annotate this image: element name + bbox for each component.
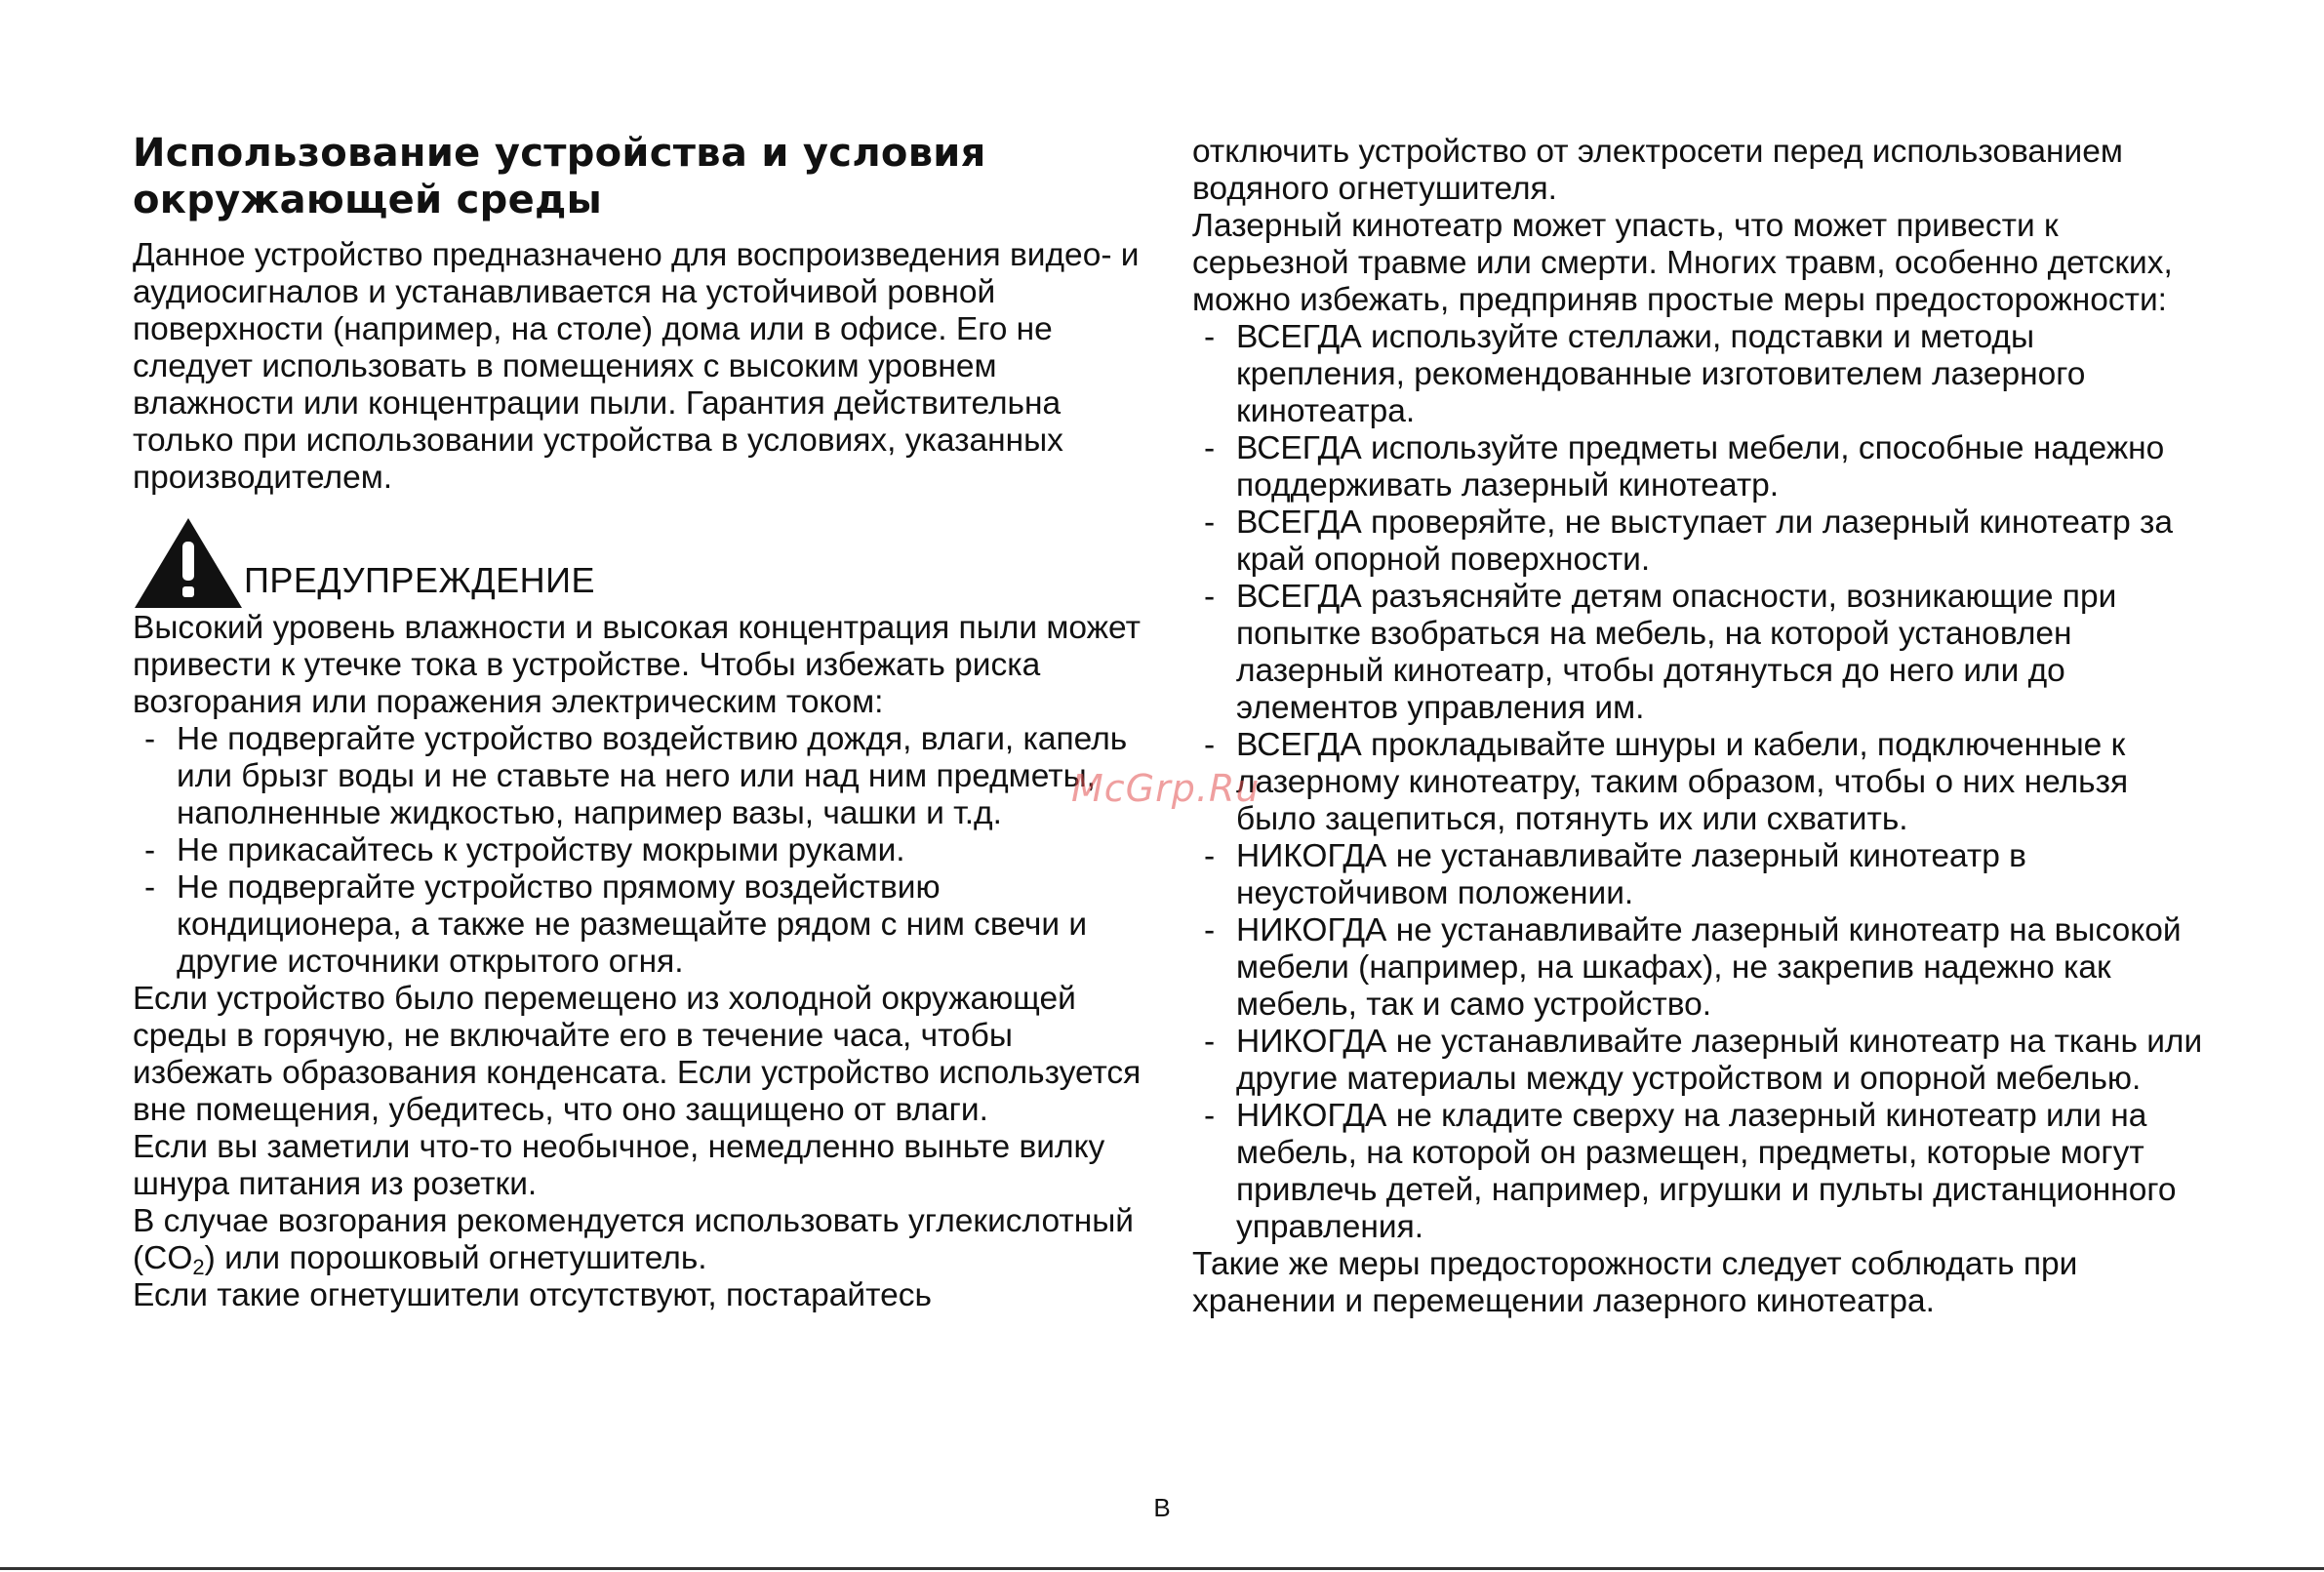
- page-number: В: [1153, 1493, 1171, 1522]
- fire-text-start: В случае возгорания рекомендуется использовать углекислотный (CO: [133, 1203, 1135, 1276]
- list-item: - ВСЕГДА используйте стеллажи, подставки и методы крепления, рекомендованные изготовителем лазерного кинотеатра.: [1192, 319, 2207, 430]
- list-item: - ВСЕГДА разъясняйте детям опасности, возникающие при попытке взобраться на мебель, на которой установлен лазерный кинотеатр, чтобы дотянуться до него или до элементов управления им.: [1192, 579, 2207, 727]
- warning-triangle-icon: [133, 516, 244, 610]
- list-item: - ВСЕГДА используйте предметы мебели, способные надежно поддерживать лазерный кинотеатр.: [1192, 430, 2207, 504]
- warning-list: [133, 721, 1147, 981]
- fall-paragraph: Лазерный кинотеатр может упасть, что может привести к серьезной травме или смерти. Многих травм, особенно детских, можно избежать, предприняв простые меры предосторожности:: [1192, 208, 2173, 318]
- intro-paragraph: Данное устройство предназначено для воспроизведения видео- и аудиосигналов и устанавливается на устойчивой ровной поверхности (например, на столе) дома или в офисе. Его не следует использовать в помещениях с высоким уровнем влажности или концентрации пыли. Гарантия действительна только при использовании устройства в условиях, указанных производителем.: [133, 237, 1140, 496]
- left-column: [133, 130, 1147, 1314]
- fire-text-end: ) или порошковый огнетушитель.: [204, 1240, 707, 1276]
- list-item: - НИКОГДА не кладите сверху на лазерный кинотеатр или на мебель, на которой он размещен, предметы, которые могут привлечь детей, например, игрушки и пульты дистанционного управления.: [1192, 1098, 2207, 1246]
- precaution-list: [1192, 319, 2207, 1246]
- warning-label: ПРЕДУПРЕЖДЕНИЕ: [244, 560, 595, 600]
- list-item: - Не прикасайтесь к устройству мокрыми руками.: [133, 832, 1147, 869]
- right-column: [1192, 134, 2207, 1320]
- fire-paragraph: [133, 1203, 1147, 1277]
- co2-subscript: 2: [192, 1255, 205, 1279]
- bottom-rule: [0, 1567, 2324, 1570]
- list-item: - НИКОГДА не устанавливайте лазерный кинотеатр в неустойчивом положении.: [1192, 838, 2207, 912]
- extinguisher-paragraph: Если такие огнетушители отсутствуют, постарайтесь: [133, 1277, 932, 1313]
- condensation-paragraph: Если устройство было перемещено из холодной окружающей среды в горячую, не включайте его в течение часа, чтобы избежать образования конденсата. Если устройство используется вне помещения, убедитесь, что оно защищено от влаги.: [133, 981, 1142, 1128]
- list-item: - НИКОГДА не устанавливайте лазерный кинотеатр на высокой мебели (например, на шкафах), не закрепив надежно как мебель, так и само устройство.: [1192, 912, 2207, 1024]
- warning-paragraph: Высокий уровень влажности и высокая концентрация пыли может привести к утечке тока в устройстве. Чтобы избежать риска возгорания или поражения электрическим током:: [133, 610, 1141, 720]
- list-item: - НИКОГДА не устанавливайте лазерный кинотеатр на ткань или другие материалы между устройством и опорной мебелью.: [1192, 1024, 2207, 1098]
- watermark: McGrp.Ru: [1071, 767, 1261, 810]
- list-item: - ВСЕГДА прокладывайте шнуры и кабели, подключенные к лазерному кинотеатру, таким образом, чтобы о них нельзя было зацепиться, потянуть их или схватить.: [1192, 727, 2207, 838]
- list-item: - Не подвергайте устройство воздействию дождя, влаги, капель или брызг воды и не ставьте на него или над ним предметы, наполненные жидкостью, например вазы, чашки и т.д.: [133, 721, 1147, 832]
- list-item: - ВСЕГДА проверяйте, не выступает ли лазерный кинотеатр за край опорной поверхности.: [1192, 504, 2207, 579]
- list-item: - Не подвергайте устройство прямому воздействию кондиционера, а также не размещайте рядом с ним свечи и другие источники открытого огня.: [133, 869, 1147, 981]
- closing-paragraph: Такие же меры предосторожности следует соблюдать при хранении и перемещении лазерного кинотеатра.: [1192, 1246, 2078, 1319]
- unusual-paragraph: Если вы заметили что-то необычное, немедленно выньте вилку шнура питания из розетки.: [133, 1129, 1105, 1202]
- warning-header: [133, 516, 1147, 610]
- section-title: Использование устройства и условия окружающей среды: [133, 131, 986, 222]
- continuation-paragraph: отключить устройство от электросети перед использованием водяного огнетушителя.: [1192, 134, 2123, 207]
